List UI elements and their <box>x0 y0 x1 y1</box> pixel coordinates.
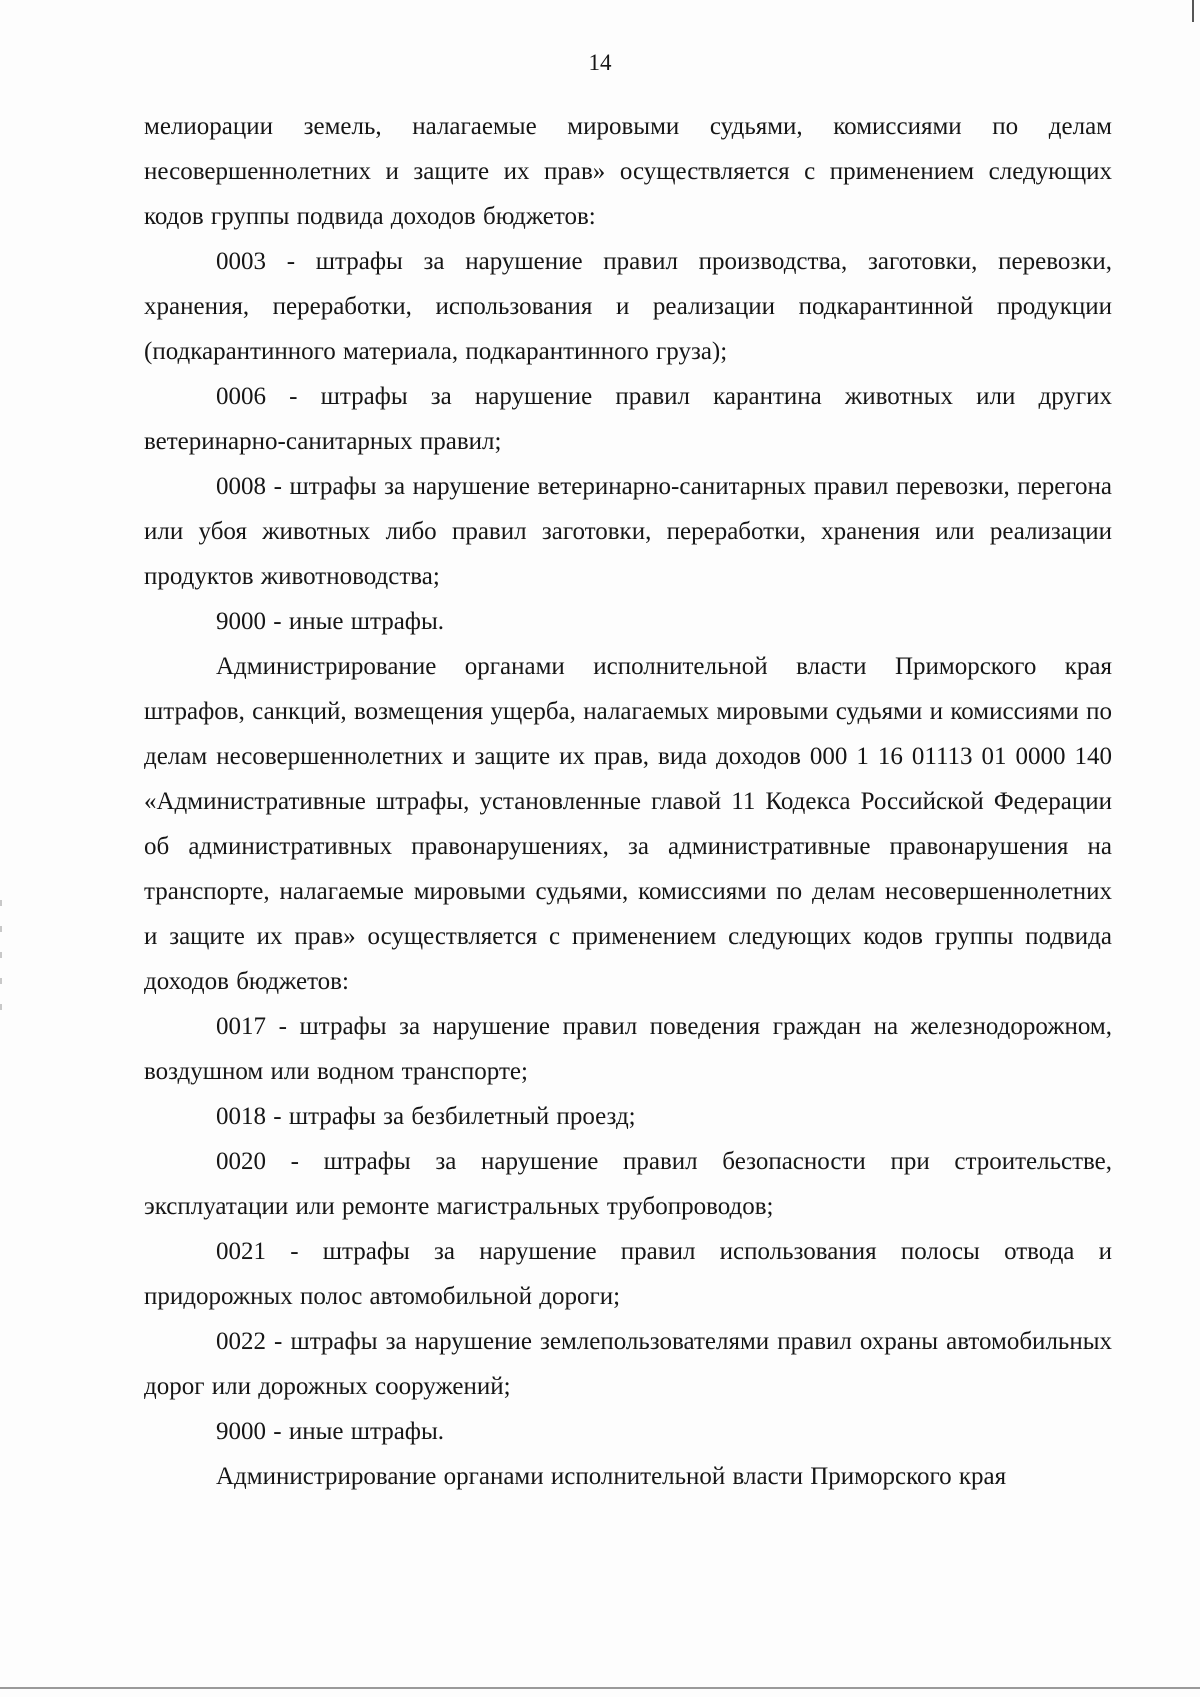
paragraph-administration: Администрирование органами исполнительной власти Приморского края штрафов, санкций, возмещения ущерба, налагаемых мировыми судьями и комиссиями по делам несовершеннолетних и защите их прав, вида доходов 000 1 16 01113 01 0000 140 «Административные штрафы, установленные главой 11 Кодекса Российской Федерации об административных правонарушениях, за административные правонарушения на транспорте, налагаемые мировыми судьями, комиссиями по делам несовершеннолетних и защите их прав» осуществляется с применением следующих кодов группы подвида доходов бюджетов: <box>144 653 1112 995</box>
code-item-0003: 0003 - штрафы за нарушение правил производства, заготовки, перевозки, хранения, переработки, использования и реализации подкарантинной продукции (подкарантинного материала, подкарантинного груза); <box>144 248 1112 365</box>
document-body <box>144 104 1112 1499</box>
scan-edge-line <box>0 1687 1200 1689</box>
code-item-0020: 0020 - штрафы за нарушение правил безопасности при строительстве, эксплуатации или ремонте магистральных трубопроводов; <box>144 1148 1112 1220</box>
scan-edge-mark <box>1192 0 1194 22</box>
code-item-0022: 0022 - штрафы за нарушение землепользователями правил охраны автомобильных дорог или дорожных сооружений; <box>144 1328 1112 1400</box>
code-item-9000: 9000 - иные штрафы. <box>216 608 445 635</box>
page-number: 14 <box>588 50 612 75</box>
code-item-0017: 0017 - штрафы за нарушение правил поведения граждан на железнодорожном, воздушном или водном транспорте; <box>144 1013 1112 1085</box>
scan-edge-dots <box>0 900 2 1030</box>
code-item-9000-second: 9000 - иные штрафы. <box>216 1418 445 1445</box>
code-item-0018: 0018 - штрафы за безбилетный проезд; <box>216 1103 636 1130</box>
paragraph-continuation: мелиорации земель, налагаемые мировыми судьями, комиссиями по делам несовершеннолетних и защите их прав» осуществляется с применением следующих кодов группы подвида доходов бюджетов: <box>144 113 1112 230</box>
code-item-0006: 0006 - штрафы за нарушение правил карантина животных или других ветеринарно-санитарных правил; <box>144 383 1112 455</box>
code-item-0021: 0021 - штрафы за нарушение правил использования полосы отвода и придорожных полос автомобильной дороги; <box>144 1238 1112 1310</box>
paragraph-administration-start: Администрирование органами исполнительной власти Приморского края <box>216 1463 1007 1490</box>
code-item-0008: 0008 - штрафы за нарушение ветеринарно-санитарных правил перевозки, перегона или убоя животных либо правил заготовки, переработки, хранения или реализации продуктов животноводства; <box>144 473 1112 590</box>
